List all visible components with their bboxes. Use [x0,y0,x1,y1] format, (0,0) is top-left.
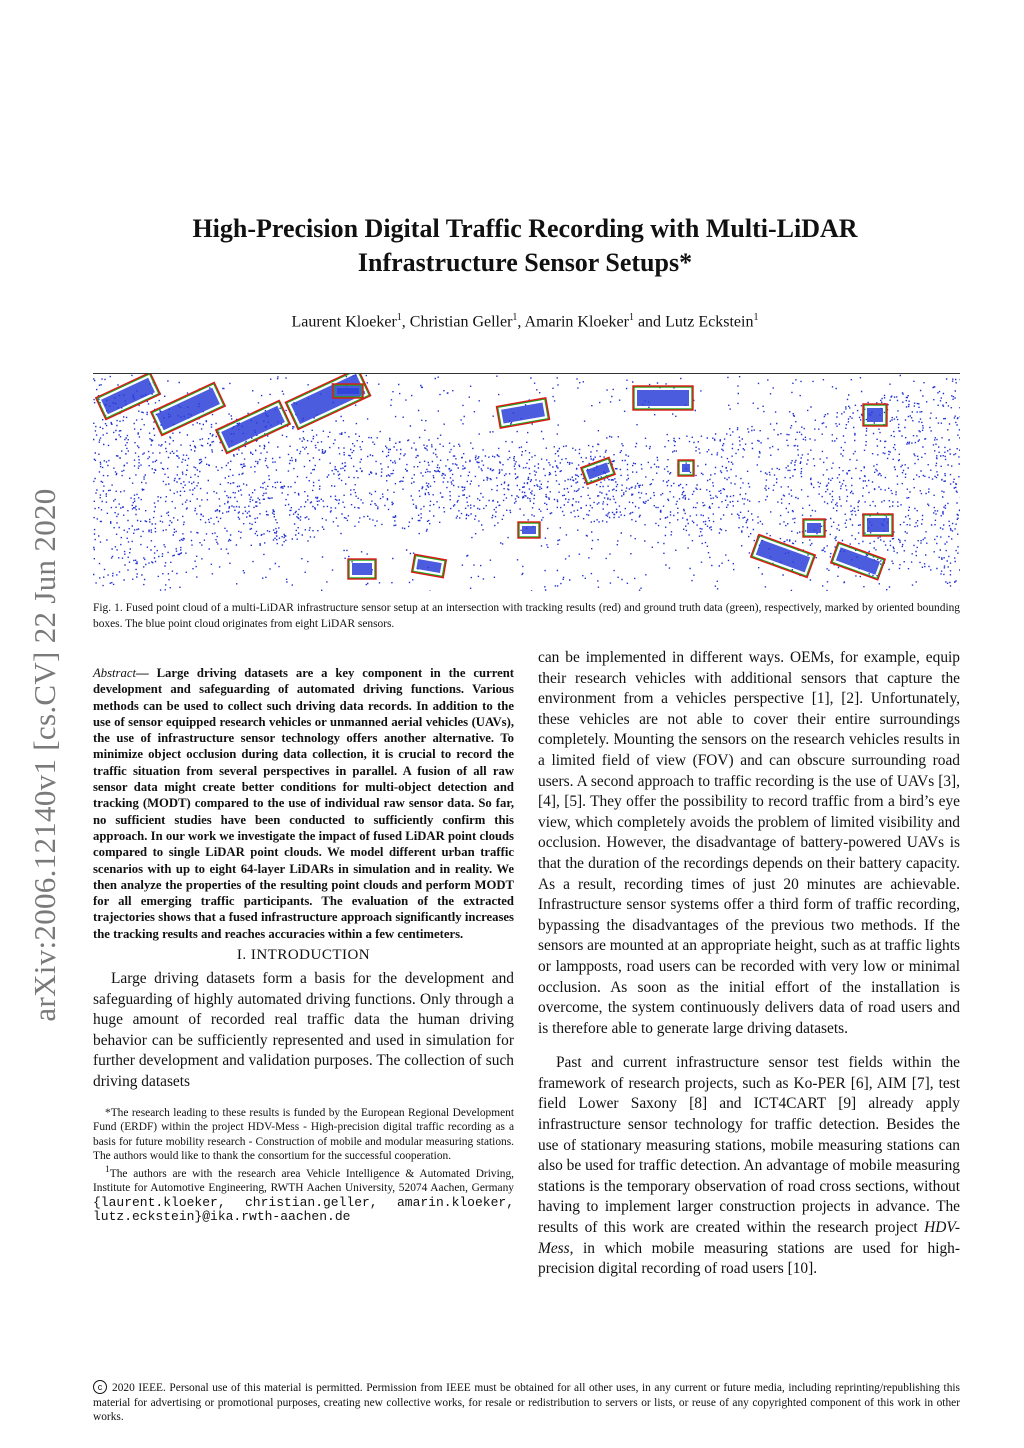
tracked-vehicle [803,519,825,537]
tracked-vehicle [496,398,549,428]
author-emails: {laurent.kloeker, christian.geller, amarin.kloeker, lutz.eckstein}@ika.rwth-aachen.de [93,1194,514,1224]
vehicle-point-cluster [337,388,359,394]
affiliation-footnote [93,1163,514,1224]
tracked-vehicle [831,542,886,580]
arxiv-identifier [28,455,62,1055]
affiliation-text: The authors are with the research area Vehicle Intelligence & Automated Driving, Institute for Automotive Engineering, RWTH Aachen University, 52074 Aachen, Germany [93,1168,514,1195]
vehicle-point-cluster [291,374,366,424]
figure-point-cloud [93,373,960,591]
author-separator: , [401,313,410,331]
affiliation-marker: 1 [105,1165,110,1176]
point-cloud-image [93,374,960,591]
paper-title [90,212,960,280]
author-separator: , [517,313,525,331]
right-column [538,648,960,1280]
tracked-vehicle [863,514,893,536]
title-line-1: High-Precision Digital Traffic Recording with Multi-LiDAR [192,214,858,243]
author-3-affiliation: 1 [628,312,634,323]
author-2-affiliation: 1 [512,312,518,323]
copyright-notice [93,1380,960,1425]
author-list [90,312,960,331]
intro-paragraph-2 [538,1053,960,1280]
tracked-vehicle [412,554,447,577]
copyright-symbol: c [93,1380,107,1394]
author-2: Christian Geller [409,313,513,331]
vehicle-point-cluster [352,563,372,575]
vehicle-point-cluster [867,408,883,422]
intro-paragraph-continued: can be implemented in different ways. OEMs, for example, equip their research vehicles with additional sensors that capture the environment from a vehicles perspective [1], [2]. Unfortunately, these vehicles are not able to cover their entire surroundings completely. Mounting the sensors on the research vehicles results in a limited field of view (FOV) and can obscure surrounding road users. A second approach to traffic recording is the use of UAVs [3], [4], [5]. They offer the possibility to record traffic from a bird’s eye view, which completely avoids the problem of limited visibility and occlusion. However, the disadvantage of battery-powered UAVs is that the duration of the recordings depends on their battery capacity. As a result, recording times of just 20 minutes are achievable. Infrastructure sensor systems offer a third form of traffic recording, bypassing the disadvantages of the previous two methods. If the sensors are mounted at an appropriate height, such as at traffic lights or lampposts, road users can be recorded with very low or minimal occlusion. As soon as the initial effort of the installation is overcome, the system continuously delivers data of road users and is therefore able to generate large driving datasets. [538,649,960,1037]
tracked-vehicle [633,386,693,410]
arxiv-identifier-text: arXiv:2006.12140v1 [cs.CV] 22 Jun 2020 [27,488,62,1022]
abstract-text: Large driving datasets are a key component in the current development and safeguarding of automated driving functions. Various methods can be used to collect such driving data records. In addition to the use of sensor equipped research vehicles or unmanned aerial vehicles (UAVs), the use of infrastructure sensor technology offers another alternative. To minimize object occlusion during data collection, it is crucial to record the traffic situation from several perspectives in parallel. A fusion of all raw sensor data might create better conditions for multi-object detection and tracking (MODT) compared to the use of individual raw sensor data. So far, no sufficient studies have been conducted to sufficiently confirm this approach. In our work we investigate the impact of fused LiDAR point clouds compared to single LiDAR point clouds. We model different urban traffic scenarios with up to eight 64-layer LiDARs in simulation and in reality. We then analyze the properties of the resulting point clouds and perform MODT for all emerging traffic participants. The evaluation of the extracted trajectories shows that a fused infrastructure approach significantly increases the tracking results and reaches accuracies within a few centimeters. [93,666,515,941]
tracked-vehicle [151,382,225,435]
copyright-text: 2020 IEEE. Personal use of this material is permitted. Permission from IEEE must be obtained for all other uses, in any current or future media, including reprinting/republishing this material for advertising or promotional purposes, creating new collective works, for resale or redistribution to servers or lists, or reuse of any copyrighted component of this work in other works. [93,1382,960,1423]
funding-footnote: *The research leading to these results is funded by the European Regional Development Fund (ERDF) within the project HDV-Mess - High-precision digital traffic recording as a basis for future mobility research - Construction of mobile and modular measuring stations. The authors would like to thank the consortium for the successful cooperation. [93,1107,514,1162]
author-4-affiliation: 1 [753,312,759,323]
author-4: Lutz Eckstein [665,313,754,331]
vehicle-point-cluster [637,390,689,406]
title-line-2: Infrastructure Sensor Setups* [357,248,693,277]
abstract [93,665,514,942]
intro-paragraph-1: Large driving datasets form a basis for the development and safeguarding of highly automated driving functions. Only through a huge amount of recorded real traffic data the human driving behavior can be sufficiently represented and used in simulation for further development and validation purposes. The collection of such driving datasets [93,970,514,1090]
tracked-vehicle [285,374,370,429]
tracked-vehicle [751,534,816,577]
author-1: Laurent Kloeker [291,313,397,331]
author-separator: and [633,313,666,331]
figure-caption: Fig. 1. Fused point cloud of a multi-LiDAR infrastructure sensor setup at an intersection with tracking results (red) and ground truth data (green), respectively, marked by oriented bounding boxes. The blue point cloud originates from eight LiDAR sensors. [93,602,960,630]
intro-paragraph-2-end: , in which mobile measuring stations are used for high-precision digital recording of road users [10]. [538,1239,960,1278]
vehicle-point-cluster [682,464,690,472]
footnotes [93,1106,514,1224]
vehicle-point-cluster [416,559,441,573]
bounding-boxes [96,374,893,580]
vehicle-point-cluster [522,526,536,534]
left-column [93,665,514,1224]
tracked-vehicle [678,460,694,476]
abstract-dash: — [136,666,157,680]
vehicle-point-cluster [867,518,889,532]
vehicle-point-cluster [836,547,880,575]
author-3: Amarin Kloeker [524,313,629,331]
intro-paragraph-2-text: Past and current infrastructure sensor test fields within the framework of research projects, such as Ko-PER [6], AIM [7], test field Lower Saxony [8] and ICT4CART [9] already apply infrastructure sensor technology for traffic detection. Besides the use of stationary measuring stations, mobile measuring stations can also be used for traffic detection. An advantage of mobile measuring stations is the temporary observation of road cross sections, without having to implement larger construction projects in advance. The results of this work are created within the research project [538,1054,960,1237]
vehicle-point-cluster [807,523,821,533]
section-heading-introduction: I. INTRODUCTION [236,947,371,964]
tracked-vehicle [581,457,615,484]
author-1-affiliation: 1 [396,312,402,323]
tracked-vehicle [216,400,290,453]
project-name: HDV-Mess [538,1219,960,1257]
abstract-label: Abstract [93,666,136,680]
